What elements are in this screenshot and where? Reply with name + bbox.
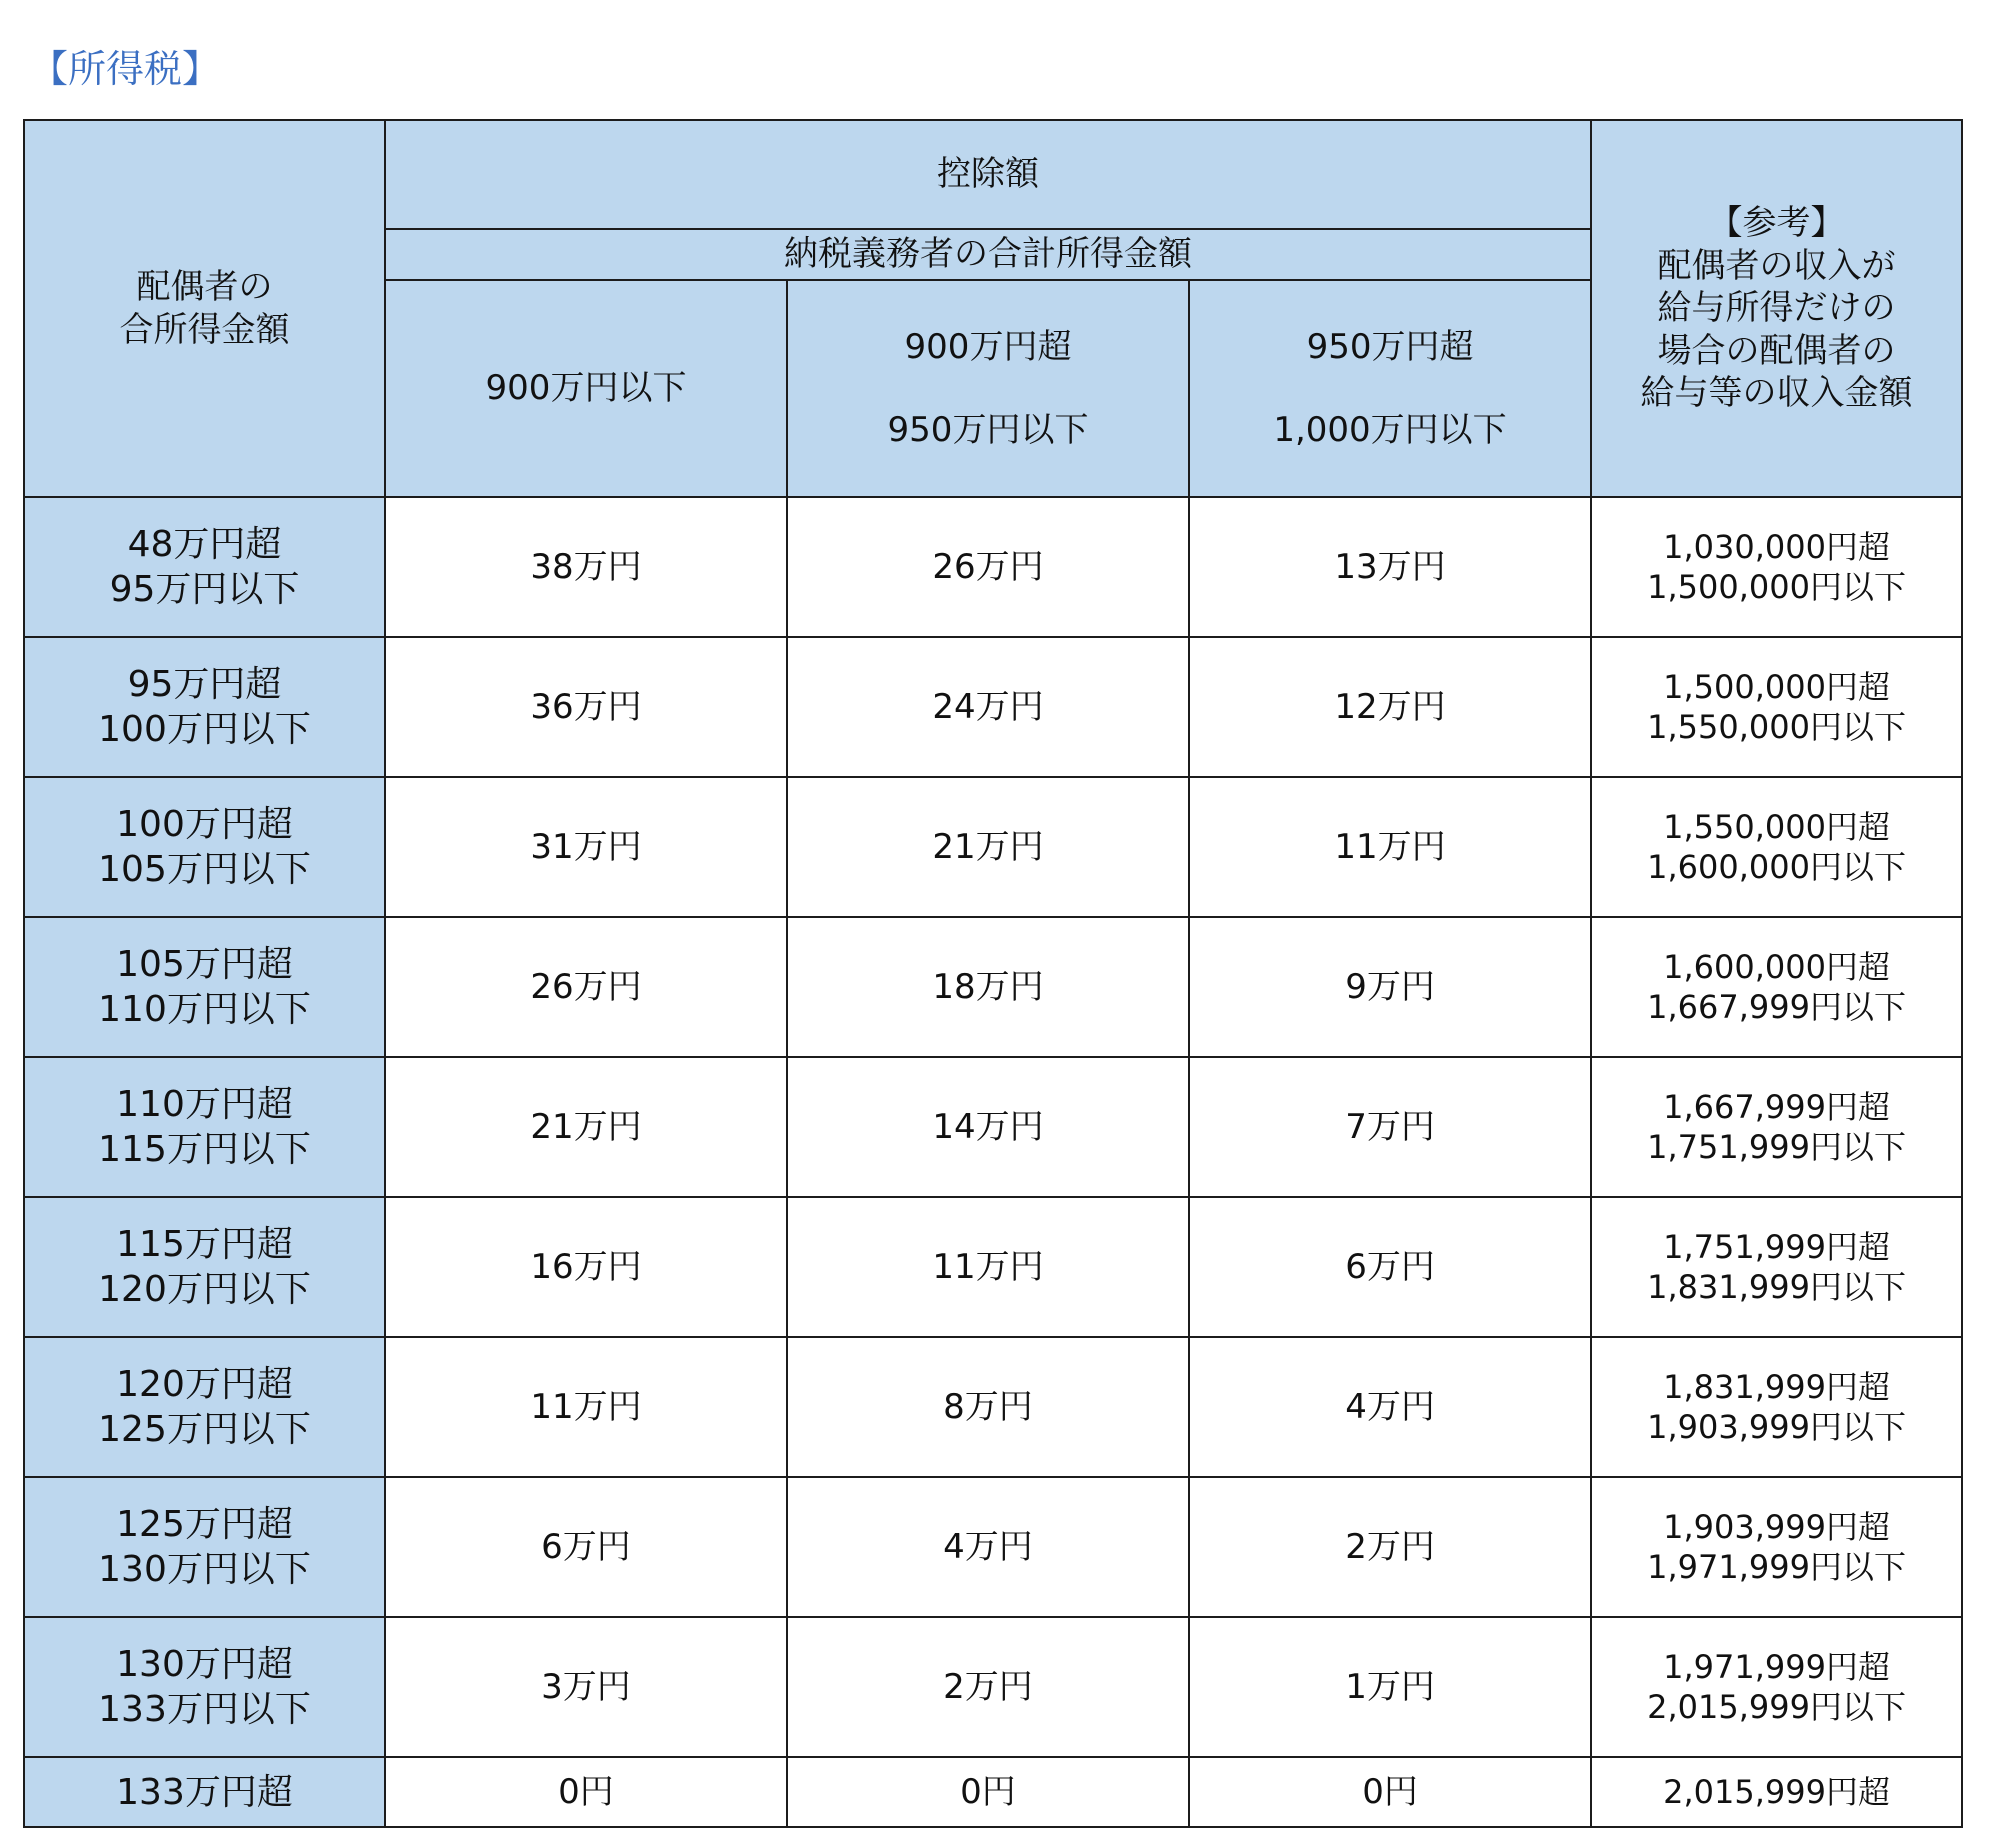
deduction-cell: 16万円 (385, 1197, 787, 1337)
page-title: 【所得税】 (30, 47, 221, 91)
deduction-cell: 18万円 (787, 917, 1189, 1057)
spouse-income-cell: 133万円超 (24, 1757, 385, 1827)
table-row (24, 777, 1962, 917)
deduction-cell: 12万円 (1189, 637, 1591, 777)
reference-income-cell: 1,600,000円超 1,667,999円以下 (1591, 917, 1962, 1057)
deduction-header: 控除額 (385, 120, 1591, 229)
deduction-cell: 31万円 (385, 777, 787, 917)
taxpayer-income-header: 納税義務者の合計所得金額 (385, 229, 1591, 280)
deduction-cell: 2万円 (1189, 1477, 1591, 1617)
deduction-cell: 14万円 (787, 1057, 1189, 1197)
spouse-income-cell: 125万円超 130万円以下 (24, 1477, 385, 1617)
deduction-cell: 26万円 (787, 497, 1189, 637)
table-row (24, 1197, 1962, 1337)
deduction-cell: 0円 (385, 1757, 787, 1827)
reference-income-cell: 2,015,999円超 (1591, 1757, 1962, 1827)
deduction-cell: 21万円 (385, 1057, 787, 1197)
col-header-950-to-1000: 950万円超 1,000万円以下 (1189, 280, 1591, 497)
table-row (24, 497, 1962, 637)
spouse-income-cell: 110万円超 115万円以下 (24, 1057, 385, 1197)
spouse-income-cell: 130万円超 133万円以下 (24, 1617, 385, 1757)
spouse-income-cell: 100万円超 105万円以下 (24, 777, 385, 917)
deduction-cell: 4万円 (787, 1477, 1189, 1617)
col-header-900-to-950: 900万円超 950万円以下 (787, 280, 1189, 497)
deduction-cell: 11万円 (1189, 777, 1591, 917)
reference-income-cell: 1,971,999円超 2,015,999円以下 (1591, 1617, 1962, 1757)
reference-income-cell: 1,667,999円超 1,751,999円以下 (1591, 1057, 1962, 1197)
deduction-cell: 4万円 (1189, 1337, 1591, 1477)
deduction-cell: 2万円 (787, 1617, 1189, 1757)
spouse-special-deduction-table (23, 119, 1963, 1828)
spouse-income-cell: 120万円超 125万円以下 (24, 1337, 385, 1477)
deduction-cell: 0円 (1189, 1757, 1591, 1827)
deduction-cell: 9万円 (1189, 917, 1591, 1057)
col-header-900-or-less: 900万円以下 (385, 280, 787, 497)
reference-income-cell: 1,550,000円超 1,600,000円以下 (1591, 777, 1962, 917)
table-row (24, 1337, 1962, 1477)
spouse-income-cell: 48万円超 95万円以下 (24, 497, 385, 637)
deduction-cell: 0円 (787, 1757, 1189, 1827)
table-row (24, 637, 1962, 777)
deduction-cell: 11万円 (385, 1337, 787, 1477)
table-row (24, 1757, 1962, 1827)
reference-income-cell: 1,751,999円超 1,831,999円以下 (1591, 1197, 1962, 1337)
reference-income-cell: 1,030,000円超 1,500,000円以下 (1591, 497, 1962, 637)
deduction-cell: 6万円 (385, 1477, 787, 1617)
spouse-income-cell: 105万円超 110万円以下 (24, 917, 385, 1057)
spouse-income-cell: 95万円超 100万円以下 (24, 637, 385, 777)
table-row (24, 917, 1962, 1057)
table-row (24, 1477, 1962, 1617)
reference-income-cell: 1,500,000円超 1,550,000円以下 (1591, 637, 1962, 777)
deduction-cell: 1万円 (1189, 1617, 1591, 1757)
deduction-cell: 8万円 (787, 1337, 1189, 1477)
table-row (24, 1057, 1962, 1197)
table-row (24, 1617, 1962, 1757)
reference-header: 【参考】 配偶者の収入が 給与所得だけの 場合の配偶者の 給与等の収入金額 (1591, 120, 1962, 497)
reference-income-cell: 1,903,999円超 1,971,999円以下 (1591, 1477, 1962, 1617)
deduction-cell: 13万円 (1189, 497, 1591, 637)
deduction-cell: 3万円 (385, 1617, 787, 1757)
reference-income-cell: 1,831,999円超 1,903,999円以下 (1591, 1337, 1962, 1477)
deduction-cell: 7万円 (1189, 1057, 1591, 1197)
deduction-cell: 36万円 (385, 637, 787, 777)
deduction-cell: 6万円 (1189, 1197, 1591, 1337)
spouse-income-cell: 115万円超 120万円以下 (24, 1197, 385, 1337)
deduction-cell: 24万円 (787, 637, 1189, 777)
deduction-cell: 11万円 (787, 1197, 1189, 1337)
deduction-cell: 26万円 (385, 917, 787, 1057)
spouse-income-header: 配偶者の 合所得金額 (24, 120, 385, 497)
deduction-cell: 21万円 (787, 777, 1189, 917)
deduction-cell: 38万円 (385, 497, 787, 637)
